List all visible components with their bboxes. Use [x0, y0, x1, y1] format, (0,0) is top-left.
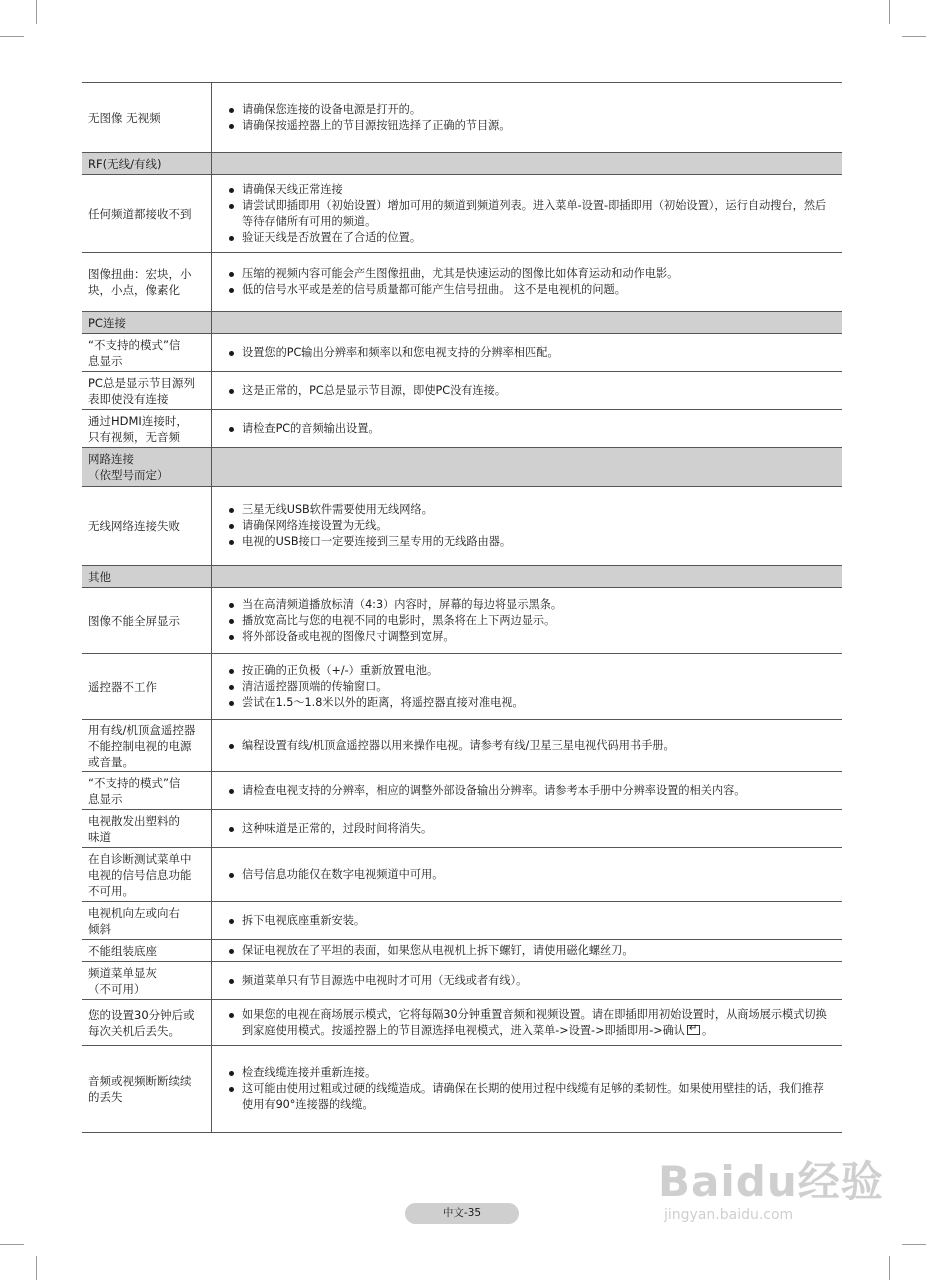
label-line: （依型号而定）	[88, 468, 169, 482]
label-line: 频道菜单显灰	[88, 965, 157, 980]
solution-text: 检查线缆连接并重新连接。	[242, 1066, 377, 1079]
solution-item	[228, 913, 832, 929]
section-header-row	[82, 448, 842, 487]
solution-item	[228, 282, 832, 298]
label-line: 或音量。	[88, 754, 134, 769]
label-line: 倾斜	[88, 921, 111, 936]
issue-row	[82, 902, 842, 940]
section-title	[82, 448, 212, 486]
issue-row	[82, 253, 842, 312]
solution-text: 拆下电视底座重新安装。	[242, 913, 366, 927]
solution-list	[228, 266, 832, 298]
label-line: 不可用。	[88, 883, 134, 898]
solution-text: 将外部设备或电视的图像尺寸调整到宽屏。	[242, 629, 455, 643]
solution-list	[228, 383, 832, 399]
solution-item	[228, 102, 832, 118]
solution-item	[228, 597, 832, 613]
crop-mark	[0, 1244, 24, 1245]
label-line: 不能组装底座	[88, 943, 157, 958]
label-line: 音频或视频断断续续	[88, 1074, 192, 1088]
solution-item	[228, 679, 832, 695]
issue-row	[82, 772, 842, 810]
issue-label	[82, 1000, 212, 1045]
issue-row	[82, 372, 842, 410]
issue-label	[82, 720, 212, 771]
issue-row	[82, 410, 842, 448]
issue-row	[82, 175, 842, 253]
label-line: 用有线/机顶盒遥控器	[88, 722, 196, 737]
solution-list	[228, 345, 832, 361]
crop-mark	[0, 36, 24, 37]
issue-row	[82, 487, 842, 566]
solution-cell	[212, 810, 842, 847]
issue-label	[82, 902, 212, 939]
label-line: 图像扭曲：宏块，小	[88, 267, 192, 281]
section-blank-cell	[212, 153, 842, 174]
section-title	[82, 153, 212, 174]
label-line: 电视的信号信息功能	[88, 867, 192, 882]
solution-cell	[212, 962, 842, 999]
label-line: 无图像 无视频	[88, 110, 161, 125]
label-line: RF(无线/有线)	[88, 157, 162, 171]
solution-text: 验证天线是否放置在了合适的位置。	[242, 230, 422, 244]
solution-text: 请检查PC的音频输出设置。	[242, 421, 380, 435]
label-line: 其他	[88, 570, 111, 584]
baidu-watermark	[658, 1158, 884, 1224]
solution-item	[228, 266, 832, 282]
label-line: 只有视频，无音频	[88, 429, 180, 444]
label-line: 表即使没有连接	[88, 391, 169, 406]
solution-list	[228, 502, 832, 550]
crop-mark	[36, 1256, 37, 1280]
solution-cell	[212, 83, 842, 152]
issue-label	[82, 334, 212, 371]
issue-label	[82, 772, 212, 809]
solution-cell	[212, 175, 842, 252]
label-line: 每次关机后丢失。	[88, 1023, 180, 1038]
solution-list	[228, 421, 832, 437]
section-blank-cell	[212, 566, 842, 587]
solution-list	[228, 738, 832, 754]
label-line: 不能控制电视的电源	[88, 738, 192, 753]
solution-text: 按正确的正负极（+/-）重新放置电池。	[242, 663, 439, 677]
crop-mark	[902, 36, 926, 37]
section-header-row	[82, 153, 842, 175]
solution-item	[228, 663, 832, 679]
solution-text: 压缩的视频内容可能会产生图像扭曲，尤其是快速运动的图像比如体育运动和动作电影。	[242, 267, 679, 280]
solution-list	[228, 973, 832, 989]
solution-item	[228, 1065, 832, 1081]
label-line: 息显示	[88, 791, 123, 806]
solution-list	[228, 1007, 832, 1039]
solution-cell	[212, 372, 842, 409]
solution-cell	[212, 654, 842, 719]
label-line: “不支持的模式”信	[88, 775, 181, 790]
solution-cell	[212, 1046, 842, 1132]
solution-text: 请检查电视支持的分辨率，相应的调整外部设备输出分辨率。请参考本手册中分辨率设置的相关内容。	[242, 783, 746, 797]
troubleshooting-table	[82, 82, 842, 1133]
solution-text: 当在高清频道播放标清（4:3）内容时，屏幕的每边将显示黑条。	[242, 597, 563, 611]
label-line: 的丢失	[88, 1090, 123, 1104]
solution-item	[228, 629, 832, 645]
label-line: 电视机向左或向右	[88, 905, 180, 920]
solution-item	[228, 1081, 832, 1113]
solution-text: 信号信息功能仅在数字电视频道中可用。	[242, 867, 444, 881]
section-title	[82, 566, 212, 587]
crop-mark	[889, 0, 890, 24]
solution-list	[228, 102, 832, 134]
solution-text: 三星无线USB软件需要使用无线网络。	[242, 503, 433, 516]
solution-text: 频道菜单只有节目源选中电视时才可用（无线或者有线）。	[242, 973, 528, 987]
solution-item	[228, 118, 832, 134]
solution-list	[228, 913, 832, 929]
issue-label	[82, 810, 212, 847]
solution-list	[228, 182, 832, 246]
issue-label	[82, 654, 212, 719]
issue-label	[82, 83, 212, 152]
crop-mark	[889, 1256, 890, 1280]
solution-cell	[212, 1000, 842, 1045]
solution-item	[228, 230, 832, 246]
solution-item	[228, 421, 832, 437]
solution-item	[228, 973, 832, 989]
solution-list	[228, 1065, 832, 1113]
label-line: 遥控器不工作	[88, 679, 157, 694]
issue-row	[82, 83, 842, 153]
solution-item	[228, 821, 832, 837]
label-line: 块，小点，像素化	[88, 283, 180, 297]
label-line: 无线网络连接失败	[88, 519, 180, 533]
solution-cell	[212, 720, 842, 771]
label-line: 在自诊断测试菜单中	[88, 851, 192, 866]
solution-item	[228, 783, 832, 799]
solution-item	[228, 695, 832, 711]
solution-cell	[212, 772, 842, 809]
issue-row	[82, 1046, 842, 1133]
solution-text: 请确保天线正常连接	[242, 182, 343, 196]
solution-list	[228, 943, 832, 959]
solution-item	[228, 345, 832, 361]
issue-label	[82, 372, 212, 409]
label-line: 电视散发出塑料的	[88, 813, 180, 828]
solution-text: 播放宽高比与您的电视不同的电影时，黑条将在上下两边显示。	[242, 613, 556, 627]
solution-text: 保证电视放在了平坦的表面，如果您从电视机上拆下螺钉，请使用磁化螺丝刀。	[242, 943, 634, 957]
solution-item	[228, 182, 832, 198]
solution-item	[228, 518, 832, 534]
solution-cell	[212, 902, 842, 939]
issue-row	[82, 810, 842, 848]
solution-cell	[212, 588, 842, 653]
solution-item	[228, 198, 832, 230]
issue-label	[82, 487, 212, 565]
label-line: （不可用）	[88, 981, 146, 996]
solution-list	[228, 821, 832, 837]
issue-label	[82, 962, 212, 999]
solution-cell	[212, 334, 842, 371]
solution-text: 低的信号水平或是差的信号质量都可能产生信号扭曲。 这不是电视机的问题。	[242, 283, 626, 296]
solution-cell	[212, 253, 842, 311]
issue-row	[82, 588, 842, 654]
solution-list	[228, 867, 832, 883]
solution-text: 请确保您连接的设备电源是打开的。	[242, 102, 422, 116]
issue-label	[82, 410, 212, 447]
issue-label	[82, 175, 212, 252]
page-number: 中文-35	[405, 1203, 519, 1224]
label-line: PC连接	[88, 316, 126, 330]
solution-item	[228, 502, 832, 518]
solution-text: 请确保按遥控器上的节目源按钮选择了正确的节目源。	[242, 118, 511, 132]
solution-text: 清洁遥控器顶端的传输窗口。	[242, 679, 388, 693]
label-line: 网路连接	[88, 452, 134, 466]
issue-row	[82, 1000, 842, 1046]
issue-label	[82, 1046, 212, 1132]
solution-text: 这是正常的，PC总是显示节目源，即使PC没有连接。	[242, 383, 507, 397]
label-line: 味道	[88, 829, 111, 844]
solution-text: 编程设置有线/机顶盒遥控器以用来操作电视。请参考有线/卫星三星电视代码用书手册。	[242, 738, 675, 752]
label-line: 息显示	[88, 353, 123, 368]
crop-mark	[36, 0, 37, 24]
solution-cell	[212, 410, 842, 447]
solution-item	[228, 738, 832, 754]
watermark-logo: Baidu经验	[658, 1157, 884, 1206]
solution-cell	[212, 940, 842, 961]
issue-label	[82, 940, 212, 961]
issue-label	[82, 253, 212, 311]
section-title	[82, 312, 212, 333]
issue-row	[82, 848, 842, 902]
solution-item	[228, 943, 832, 959]
solution-item	[228, 1007, 832, 1039]
crop-mark	[902, 1244, 926, 1245]
issue-row	[82, 962, 842, 1000]
solution-list	[228, 783, 832, 799]
section-header-row	[82, 312, 842, 334]
solution-text: 请尝试即插即用（初始设置）增加可用的频道到频道列表。进入菜单-设置-即插即用（初始设置），运行自动搜台，然后等待存储所有可用的频道。	[242, 198, 827, 228]
solution-text: 尝试在1.5～1.8米以外的距离，将遥控器直接对准电视。	[242, 695, 524, 709]
label-line: PC总是显示节目源列	[88, 375, 195, 390]
issue-label	[82, 588, 212, 653]
section-blank-cell	[212, 448, 842, 486]
solution-list	[228, 663, 832, 711]
solution-text: 这种味道是正常的，过段时间将消失。	[242, 821, 433, 835]
solution-cell	[212, 487, 842, 565]
label-line: 通过HDMI连接时，	[88, 413, 188, 428]
solution-suffix: 。	[702, 1023, 714, 1037]
issue-label	[82, 848, 212, 901]
issue-row	[82, 334, 842, 372]
label-line: “不支持的模式”信	[88, 337, 181, 352]
solution-cell	[212, 848, 842, 901]
issue-row	[82, 720, 842, 772]
enter-key-icon	[687, 1025, 700, 1035]
solution-item	[228, 613, 832, 629]
label-line: 您的设置30分钟后或	[88, 1007, 195, 1022]
solution-item	[228, 383, 832, 399]
solution-text: 设置您的PC输出分辨率和频率以和您电视支持的分辨率相匹配。	[242, 345, 559, 359]
issue-row	[82, 654, 842, 720]
section-blank-cell	[212, 312, 842, 333]
issue-row	[82, 940, 842, 962]
label-line: 图像不能全屏显示	[88, 613, 180, 628]
solution-text: 这可能由使用过粗或过硬的线缆造成。请确保在长期的使用过程中线缆有足够的柔韧性。如果使用壁挂的话，我们推荐使用有90°连接器的线缆。	[242, 1082, 824, 1111]
section-header-row	[82, 566, 842, 588]
label-line: 任何频道都接收不到	[88, 206, 192, 221]
solution-item	[228, 534, 832, 550]
solution-list	[228, 597, 832, 645]
solution-item	[228, 867, 832, 883]
solution-text: 如果您的电视在商场展示模式，它将每隔30分钟重置音频和视频设置。请在即插即用初始设置时，从商场展示模式切换到家庭使用模式。按遥控器上的节目源选择电视模式，进入菜单->设置->即插即用->确认	[242, 1007, 827, 1037]
solution-text: 电视的USB接口一定要连接到三星专用的无线路由器。	[242, 535, 512, 548]
watermark-url: jingyan.baidu.com	[664, 1207, 794, 1223]
solution-text: 请确保网络连接设置为无线。	[242, 519, 388, 532]
